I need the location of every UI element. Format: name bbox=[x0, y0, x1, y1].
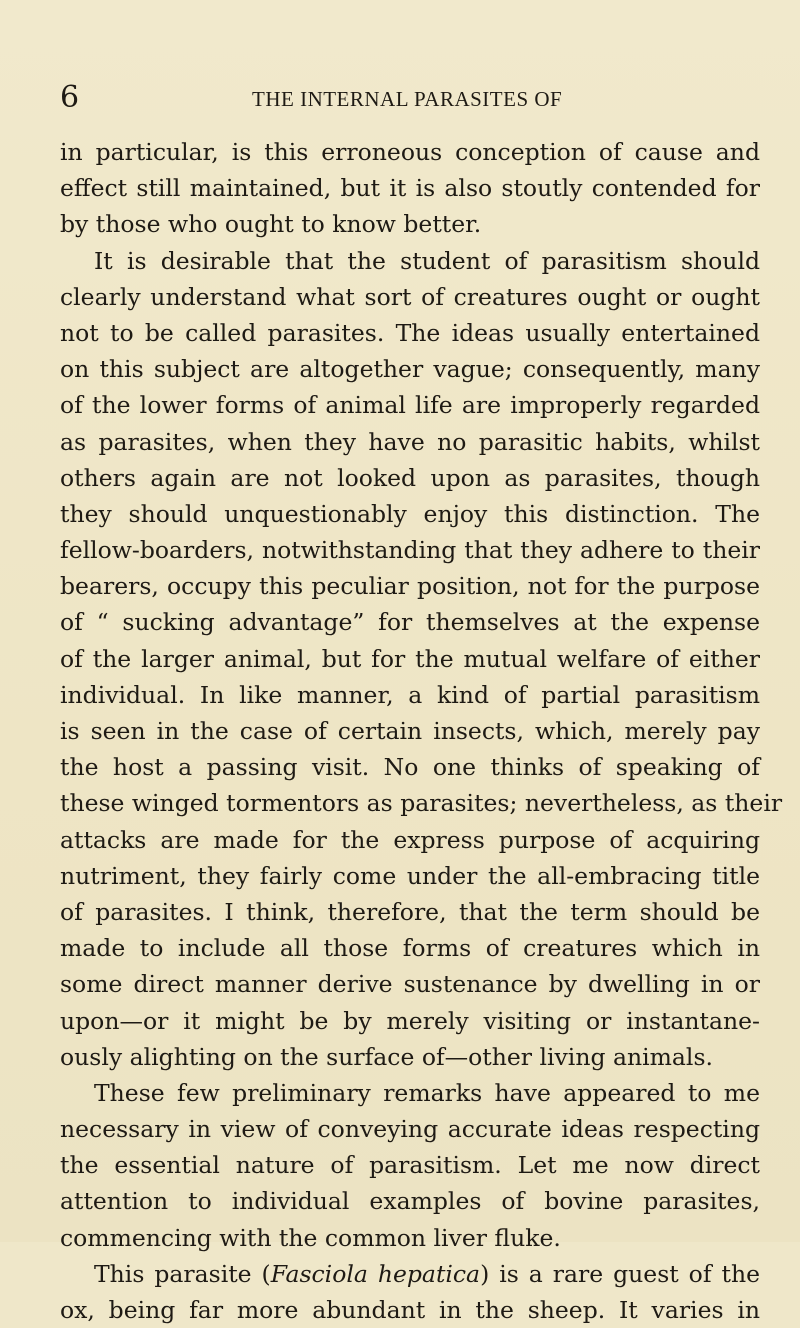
text-line: attacks are made for the express purpose of acquiring bbox=[60, 825, 760, 854]
text-line: is seen in the case of certain insects, which, merely pay bbox=[60, 717, 760, 745]
text-line: clearly understand what sort of creatures ought or ought bbox=[60, 282, 760, 311]
text-line: made to include all those forms of creatures which in bbox=[60, 934, 760, 963]
text-line: the essential nature of parasitism. Let me now direct bbox=[60, 1151, 760, 1180]
text-line: individual. In like manner, a kind of partial parasitism bbox=[60, 680, 760, 709]
body-text bbox=[60, 134, 783, 1328]
text-line: commencing with the common liver fluke. bbox=[60, 1223, 561, 1252]
text-line: of “ sucking advantage” for themselves at the expense bbox=[60, 608, 760, 637]
text-line: fellow-boarders, notwithstanding that they adhere to their bbox=[60, 536, 760, 565]
text-line: they should unquestionably enjoy this distinction. The bbox=[60, 499, 760, 528]
running-head: THE INTERNAL PARASITES OF bbox=[252, 87, 563, 111]
text-line: effect still maintained, but it is also stoutly contended for bbox=[60, 174, 760, 203]
page-number: 6 bbox=[60, 80, 80, 115]
text-line: some direct manner derive sustenance by dwelling in or bbox=[60, 970, 760, 999]
text-line: upon—or it might be by merely visiting or instantane- bbox=[60, 1006, 760, 1035]
text-line: by those who ought to know better. bbox=[60, 210, 482, 239]
text-line: nutriment, they fairly come under the all-embracing title bbox=[60, 861, 760, 890]
species-name: Fasciola hepatica bbox=[270, 1259, 481, 1288]
text-line: of the lower forms of animal life are improperly regarded bbox=[60, 391, 760, 420]
text-segment: This parasite ( bbox=[94, 1259, 271, 1288]
page-header bbox=[60, 78, 760, 118]
paragraph-start-line bbox=[60, 1256, 760, 1292]
text-segment: ) is a rare guest of the bbox=[480, 1259, 760, 1288]
text-line: bearers, occupy this peculiar position, not for the purpose bbox=[60, 572, 760, 601]
text-line: attention to individual examples of bovine parasites, bbox=[60, 1187, 760, 1216]
text-line: these winged tormentors as parasites; nevertheless, as their bbox=[60, 789, 783, 818]
text-line: on this subject are altogether vague; consequently, many bbox=[60, 355, 760, 384]
text-line: others again are not looked upon as parasites, though bbox=[60, 463, 760, 492]
text-line: necessary in view of conveying accurate ideas respecting bbox=[60, 1115, 760, 1144]
paragraph-start-line: These few preliminary remarks have appeared to me bbox=[94, 1078, 760, 1107]
text-line: of the larger animal, but for the mutual welfare of either bbox=[60, 644, 760, 673]
text-line: ox, being far more abundant in the sheep. It varies in bbox=[60, 1296, 760, 1324]
text-line: ously alighting on the surface of—other living animals. bbox=[60, 1042, 713, 1071]
text-line: in particular, is this erroneous conception of cause and bbox=[60, 138, 760, 166]
text-line: of parasites. I think, therefore, that the term should be bbox=[60, 897, 760, 926]
text-line: not to be called parasites. The ideas usually entertained bbox=[60, 318, 760, 347]
paragraph-start-line: It is desirable that the student of parasitism should bbox=[94, 246, 760, 275]
text-line: the host a passing visit. No one thinks of speaking of bbox=[60, 753, 760, 782]
text-line: as parasites, when they have no parasitic habits, whilst bbox=[60, 427, 760, 456]
